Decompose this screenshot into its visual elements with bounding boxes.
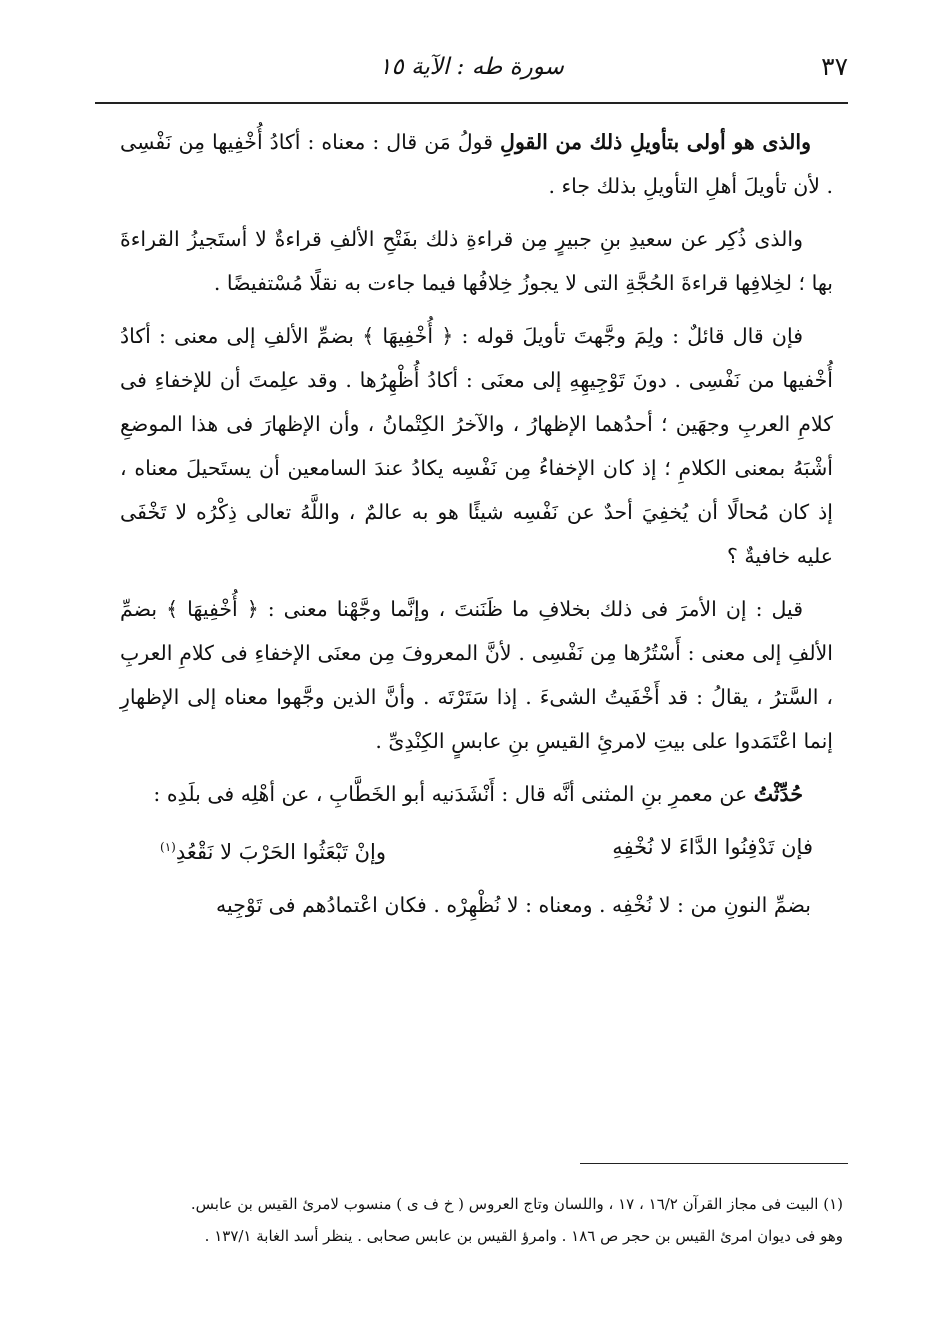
- footnote-line-1: (١) البيت فى مجاز القرآن ١٦/٢ ، ١٧ ، واللسان وتاج العروس ( خ ف ى ) منسوب لامرئ القيس بن عابس.: [190, 1195, 843, 1213]
- footnote-marker: (١): [160, 840, 176, 854]
- page-number: ٣٧: [821, 52, 848, 81]
- poetry-verse: [120, 825, 833, 874]
- paragraph-5: [120, 772, 833, 816]
- footnote-line-2: وهو فى ديوان امرئ القيس بن حجر ص ١٨٦ . وامرؤ القيس بن عابس صحابى . ينظر أسد الغابة ١٣٧/١ .: [204, 1227, 843, 1245]
- verse-second-hemistich-text: وإنْ تَبْعَثُوا الحَرْبَ لا نَقْعُدِ: [175, 840, 387, 864]
- paragraph-1: [120, 120, 833, 208]
- verse-second-hemistich: [160, 825, 386, 874]
- header-rule: [95, 102, 848, 104]
- verse-first-hemistich: فإن تَدْفِنُوا الدَّاءَ لا نُخْفِهِ: [612, 835, 813, 859]
- paragraph-4-text: قيل : إن الأمرَ فى ذلك بخلافِ ما ظَنَنتَ ، وإنَّما وجَّهْنا معنى : ﴿ أُخْفِيهَا ﴾ بضمِّ الألفِ إلى معنى : أَسْتُرُها مِن نَفْسِى . لأنَّ المعروفَ مِن معنَى الإخفاءِ فى كلامِ العربِ ، السَّترُ ، يقالُ : قد أَخْفَيتُ الشىءَ . إذا سَتَرْتَه . وأنَّ الذين وجَّهوا معناه إلى الإظهارِ إنما اعْتَمَدوا على بيتِ لامرئِ القيسِ بنِ عابسٍ الكِنْدِىِّ .: [120, 597, 833, 753]
- paragraph-4: [120, 587, 833, 763]
- footnotes: [100, 1188, 843, 1252]
- paragraph-1-bold-lead: والذى هو أولى بتأويلِ ذلك من القولِ: [500, 130, 811, 154]
- paragraph-2: [120, 217, 833, 305]
- paragraph-5-bold-lead: حُدِّثْتُ: [753, 782, 803, 806]
- paragraph-3-text: فإن قال قائلٌ : ولِمَ وجَّهتَ تأويلَ قوله : ﴿ أُخْفِيهَا ﴾ بضمِّ الألفِ إلى معنى : أكادُ أُخْفيها من نَفْسِى . دونَ تَوْجِيهِهِ إلى معنَى : أكادُ أُظْهِرُها . وقد علِمتَ أن للإخفاءِ فى كلامِ العربِ وجهَين ؛ أحدُهما الإظهارُ ، والآخرُ الكِتْمانُ ، وأن الإظهارَ فى هذا الموضعِ أشْبَهُ بمعنى الكلامِ ؛ إذ كان الإخفاءُ مِن نَفْسِه يكادُ عندَ السامعين أن يستَحيلَ معناه ، إذ كان مُحالًا أن يُخفِيَ أحدٌ عن نَفْسِه شيئًا هو به عالمٌ ، واللَّهُ تعالى ذِكْرُه لا تَخْفَى عليه خافيةٌ ؟: [120, 324, 833, 568]
- paragraph-5-text: عن معمرِ بنِ المثنى أنَّه قال : أَنْشَدَنيه أبو الخَطَّابِ ، عن أهْلِه فى بلَدِه :: [153, 782, 754, 806]
- main-text: [120, 120, 833, 936]
- paragraph-2-text: والذى ذُكِر عن سعيدِ بنِ جبيرٍ مِن قراءةِ ذلك بفَتْحِ الألفِ قراءةٌ لا أستَجيزُ القراءةَ بها ؛ لخِلافِها قراءةَ الحُجَّةِ التى لا يجوزُ خِلافُها فيما جاءت به نقلًا مُسْتفيضًا .: [120, 227, 833, 295]
- footnote-rule: [580, 1163, 848, 1164]
- page-header: [95, 48, 848, 102]
- paragraph-6-text: بضمِّ النونِ من : لا نُخْفِه . ومعناه : لا نُظْهِرْه . فكان اعْتمادُهم فى تَوْجِيه: [216, 893, 811, 917]
- paragraph-3: [120, 314, 833, 578]
- paragraph-1-text: قولُ مَن قال : معناه : أكادُ أُخْفِيها مِن نَفْسِى . لأن تأويلَ أهلِ التأويلِ بذلك جاء .: [120, 130, 833, 198]
- paragraph-6: [120, 883, 833, 927]
- running-title: سورة طه : الآية ١٥: [379, 54, 564, 80]
